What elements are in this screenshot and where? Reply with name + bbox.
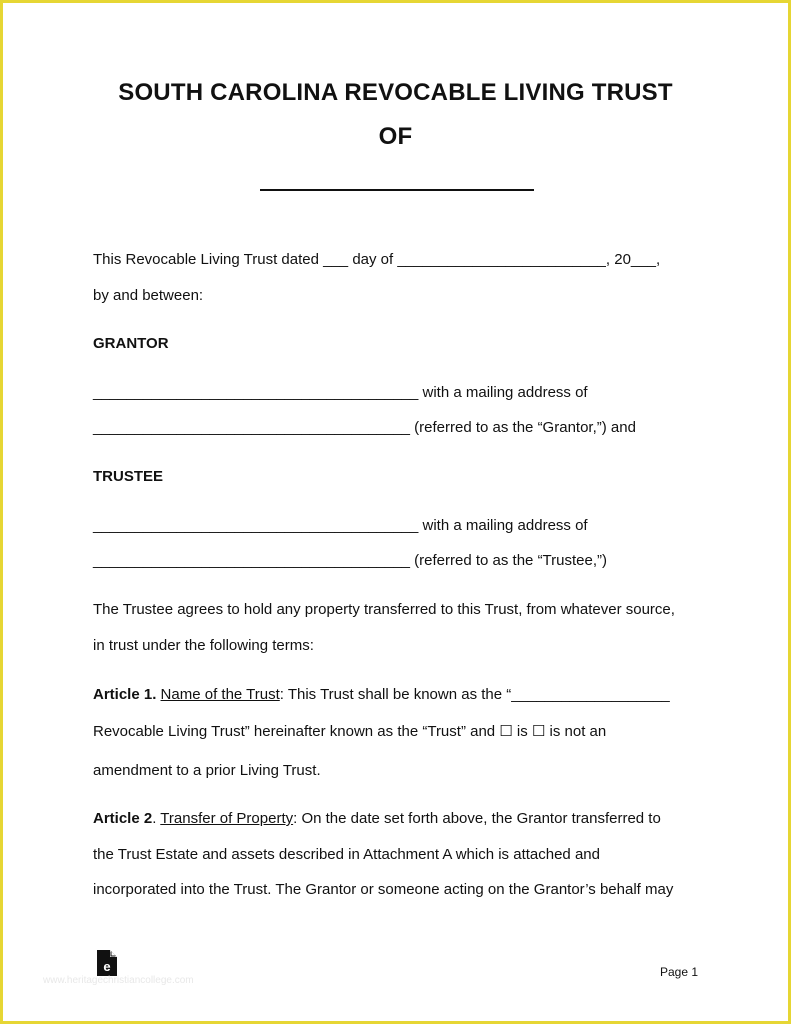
article-1-line-3: amendment to a prior Living Trust. [93, 762, 321, 779]
document-title-of: OF [378, 123, 413, 150]
article-1-label: Article 1. [93, 686, 157, 703]
trustee-heading: TRUSTEE [93, 468, 164, 485]
article-2-separator: . [152, 810, 161, 827]
article-2-line-2: the Trust Estate and assets described in Attachment A which is attached and [93, 846, 600, 863]
intro-line-1: This Revocable Living Trust dated ___ day of _________________________, 20___, [93, 251, 661, 268]
page-number: Page 1 [660, 965, 699, 979]
article-1-line-2: Revocable Living Trust” hereinafter known as the “Trust” and ☐ is ☐ is not an [93, 723, 607, 740]
grantor-line-2: ______________________________________ (referred to as the “Grantor,”) and [93, 419, 636, 436]
eforms-document-icon [97, 950, 117, 976]
terms-line-1: The Trustee agrees to hold any property transferred to this Trust, from whatever source, [93, 601, 675, 618]
article-1-line-1 [93, 686, 670, 703]
article-2-title: Transfer of Property [160, 810, 294, 827]
article-1-title: Name of the Trust [160, 686, 280, 703]
grantor-heading: GRANTOR [93, 335, 169, 352]
intro-line-2: by and between: [93, 287, 204, 304]
trust-name-blank-line [260, 189, 534, 191]
article-1-line-1-text: : This Trust shall be known as the “___________________ [279, 686, 670, 703]
trustee-line-1: _______________________________________ with a mailing address of [93, 517, 588, 534]
document-title: SOUTH CAROLINA REVOCABLE LIVING TRUST [118, 79, 673, 106]
article-2-label: Article 2 [93, 810, 153, 827]
terms-line-2: in trust under the following terms: [93, 637, 314, 654]
svg-text:e: e [103, 959, 111, 974]
article-2-line-3: incorporated into the Trust. The Grantor or someone acting on the Grantor’s behalf may [93, 881, 674, 898]
article-2-line-1-text: : On the date set forth above, the Grantor transferred to [293, 810, 661, 827]
grantor-line-1: _______________________________________ with a mailing address of [93, 384, 588, 401]
watermark-text: www.heritagechristiancollege.com [43, 975, 194, 986]
article-2-line-1 [93, 810, 661, 827]
trustee-line-2: ______________________________________ (referred to as the “Trustee,”) [93, 552, 608, 569]
